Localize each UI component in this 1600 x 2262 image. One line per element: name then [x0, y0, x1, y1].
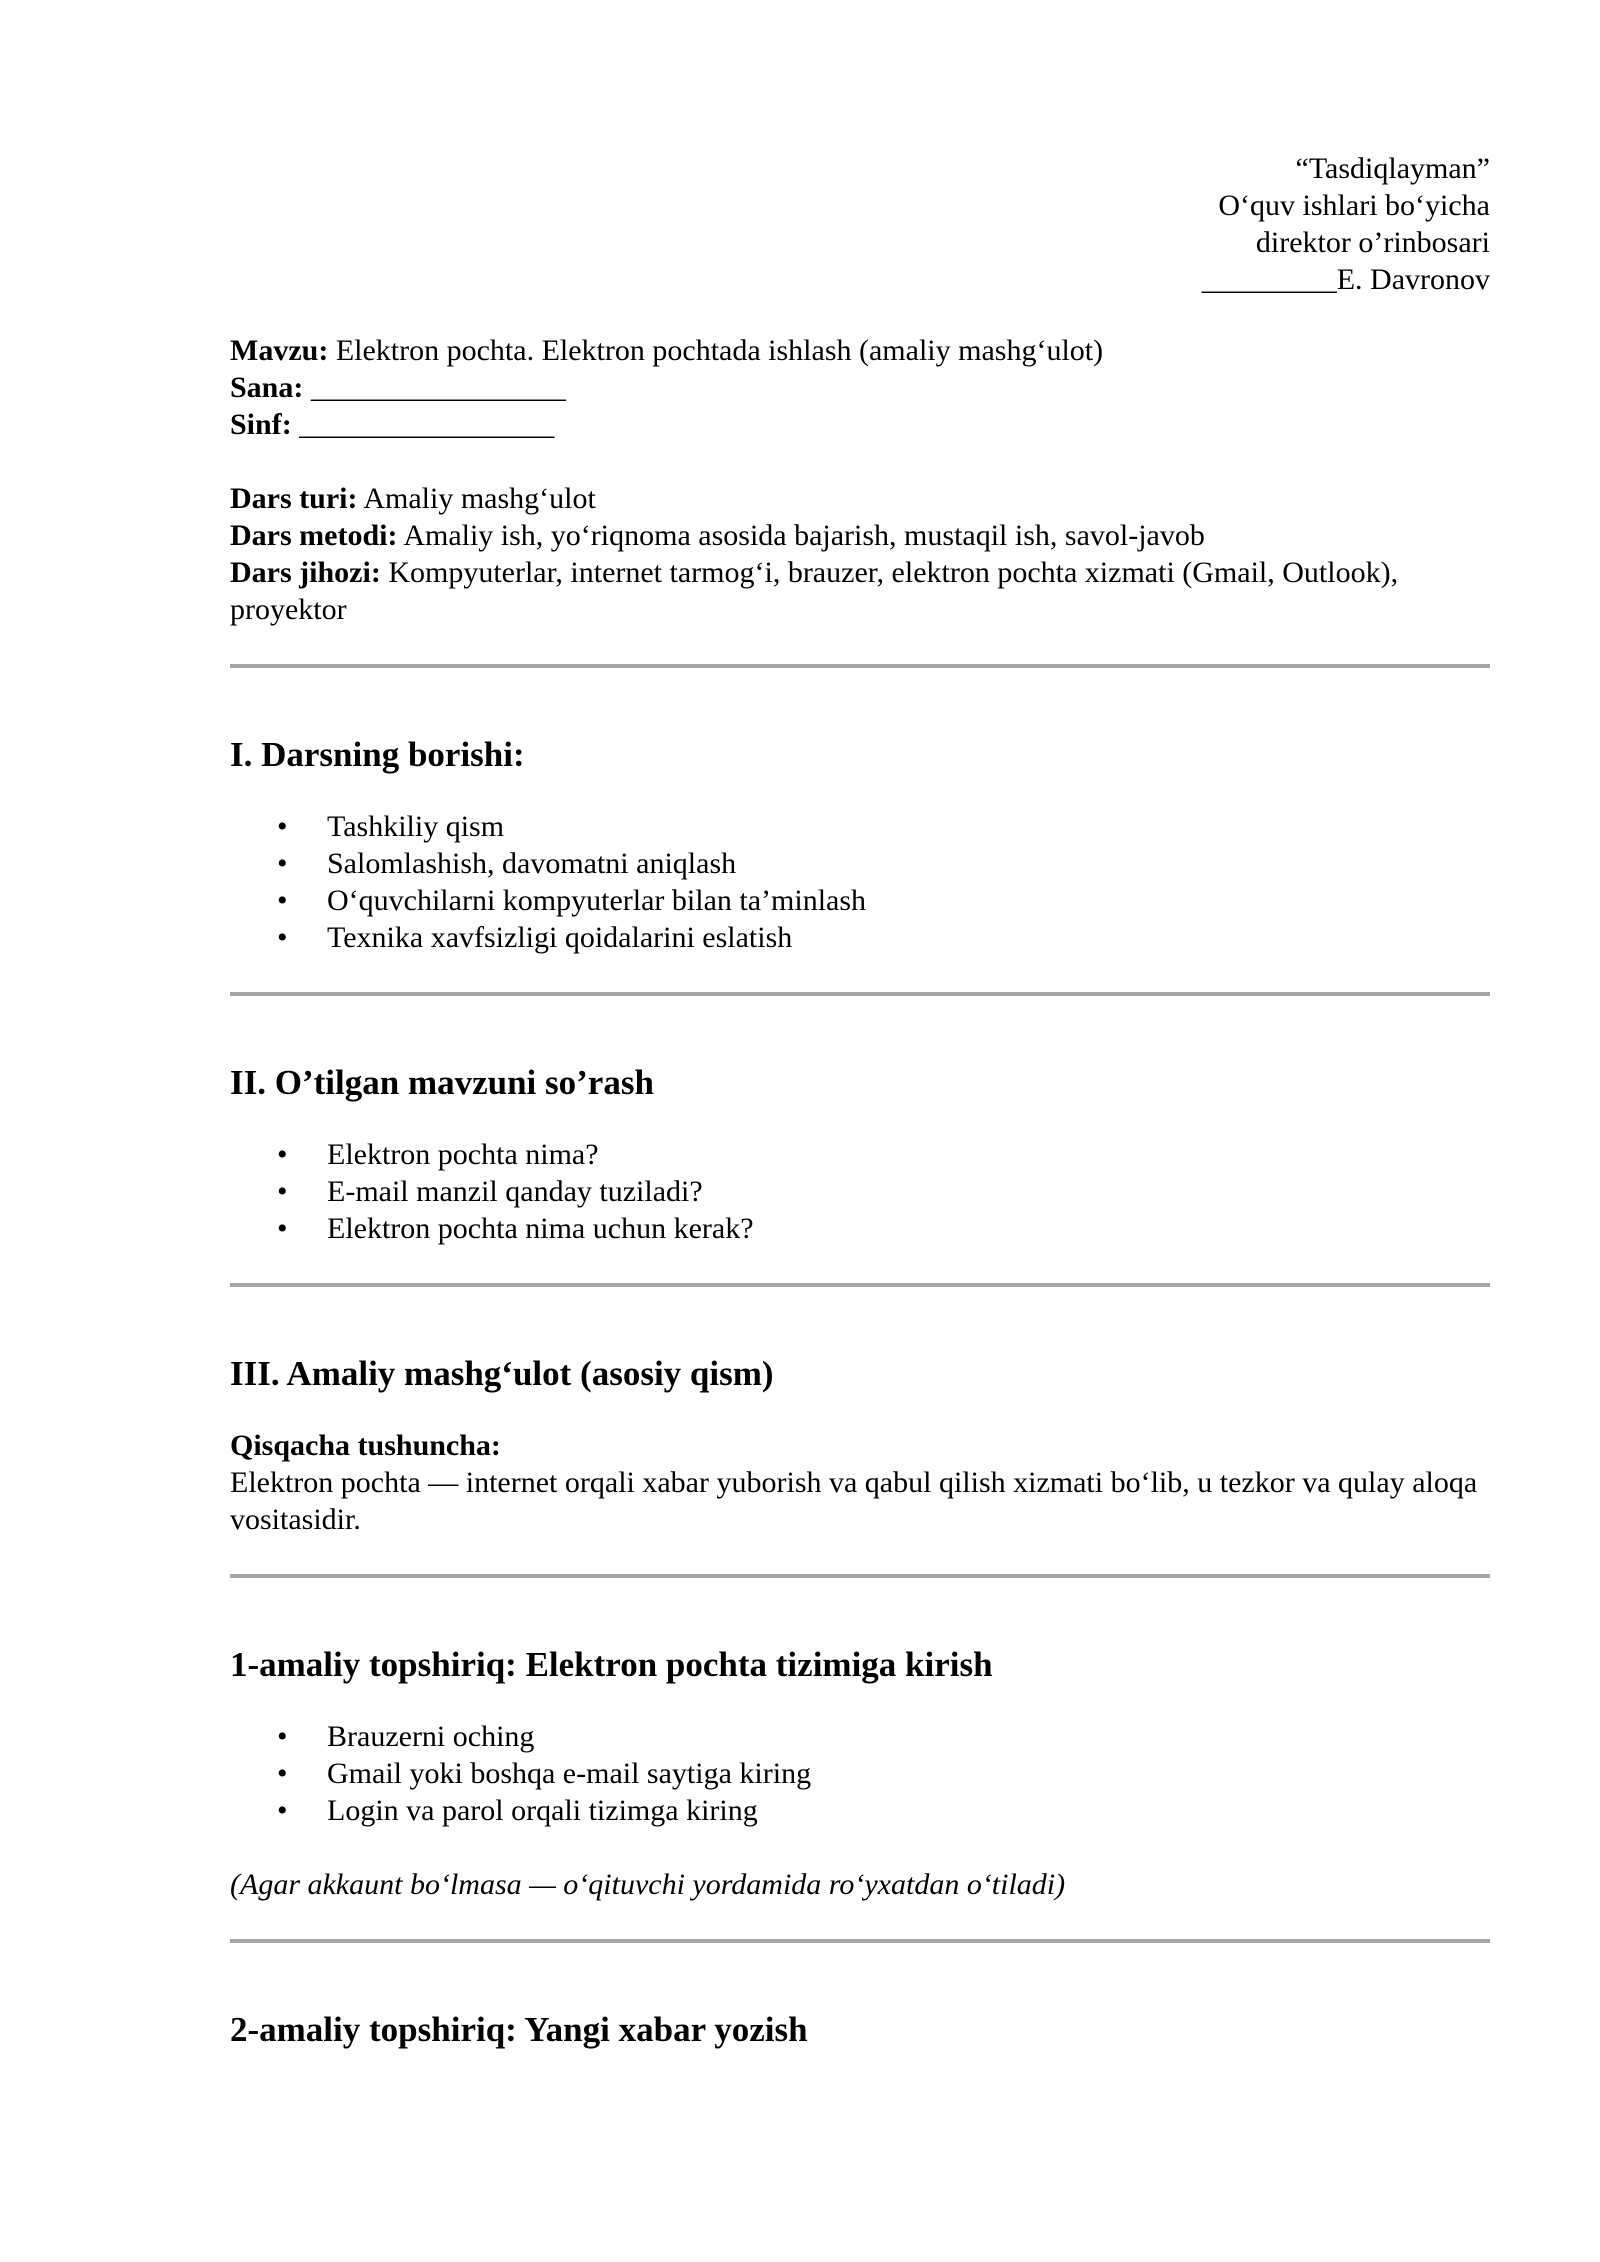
list-item: • O‘quvchilarni kompyuterlar bilan ta’minlash [230, 882, 1490, 919]
mavzu-label: Mavzu: [230, 334, 329, 367]
list-item: • Elektron pochta nima uchun kerak? [230, 1210, 1490, 1247]
list-item: • Brauzerni oching [230, 1718, 1490, 1755]
section3-text: Elektron pochta — internet orqali xabar yuborish va qabul qilish xizmati bo‘lib, u tezkor va qulay aloqa vositasidir. [230, 1466, 1478, 1536]
dars-metodi-line [230, 517, 1490, 554]
list-item: • Login va parol orqali tizimga kiring [230, 1792, 1490, 1829]
divider [230, 1283, 1490, 1287]
section3-title: III. Amaliy mashg‘ulot (asosiy qism) [230, 1354, 774, 1393]
task1-title: 1-amaliy topshiriq: Elektron pochta tizimiga kirish [230, 1645, 993, 1684]
section2-title: II. O’tilgan mavzuni so’rash [230, 1063, 654, 1102]
approval-signature: _________E. Davronov [1201, 263, 1490, 296]
section3-subheading: Qisqacha tushuncha: [230, 1429, 501, 1462]
list-item: • Tashkiliy qism [230, 808, 1490, 845]
approval-block [230, 150, 1490, 298]
approval-position-line2: direktor o’rinbosari [1255, 226, 1490, 259]
sana-line [230, 369, 1490, 406]
dars-jihozi-label: Dars jihozi: [230, 556, 381, 589]
dars-metodi-label: Dars metodi: [230, 519, 398, 552]
sinf-label: Sinf: [230, 408, 292, 441]
sana-value: _________________ [303, 371, 566, 404]
section1-title: I. Darsning borishi: [230, 735, 525, 774]
sinf-line [230, 406, 1490, 443]
task1-list [230, 1718, 1490, 1829]
section1-list [230, 808, 1490, 956]
approval-title: “Tasdiqlayman” [1295, 152, 1490, 185]
dars-jihozi-line [230, 554, 1490, 628]
divider [230, 1939, 1490, 1943]
list-item: • E-mail manzil qanday tuziladi? [230, 1173, 1490, 1210]
document-page [230, 150, 1490, 2051]
dars-turi-label: Dars turi: [230, 482, 358, 515]
lesson-meta [230, 332, 1490, 628]
list-item: • Elektron pochta nima? [230, 1136, 1490, 1173]
dars-turi-line [230, 480, 1490, 517]
list-item: • Gmail yoki boshqa e-mail saytiga kiring [230, 1755, 1490, 1792]
dars-jihozi-value: Kompyuterlar, internet tarmog‘i, brauzer, elektron pochta xizmati (Gmail, Outlook), proyektor [230, 556, 1399, 626]
mavzu-value: Elektron pochta. Elektron pochtada ishlash (amaliy mashg‘ulot) [328, 334, 1104, 367]
task1-note: (Agar akkaunt bo‘lmasa — o‘qituvchi yordamida ro‘yxatdan o‘tiladi) [230, 1868, 1066, 1901]
divider [230, 992, 1490, 996]
list-item: • Texnika xavfsizligi qoidalarini eslatish [230, 919, 1490, 956]
approval-position-line1: O‘quv ishlari bo‘yicha [1218, 189, 1490, 222]
task2-title: 2-amaliy topshiriq: Yangi xabar yozish [230, 2010, 808, 2049]
divider [230, 664, 1490, 668]
sana-label: Sana: [230, 371, 304, 404]
divider [230, 1574, 1490, 1578]
list-item: • Salomlashish, davomatni aniqlash [230, 845, 1490, 882]
sinf-value: _________________ [291, 408, 555, 441]
mavzu-line [230, 332, 1490, 369]
dars-turi-value: Amaliy mashg‘ulot [357, 482, 596, 515]
dars-metodi-value: Amaliy ish, yo‘riqnoma asosida bajarish, mustaqil ish, savol-javob [397, 519, 1205, 552]
section2-list [230, 1136, 1490, 1247]
